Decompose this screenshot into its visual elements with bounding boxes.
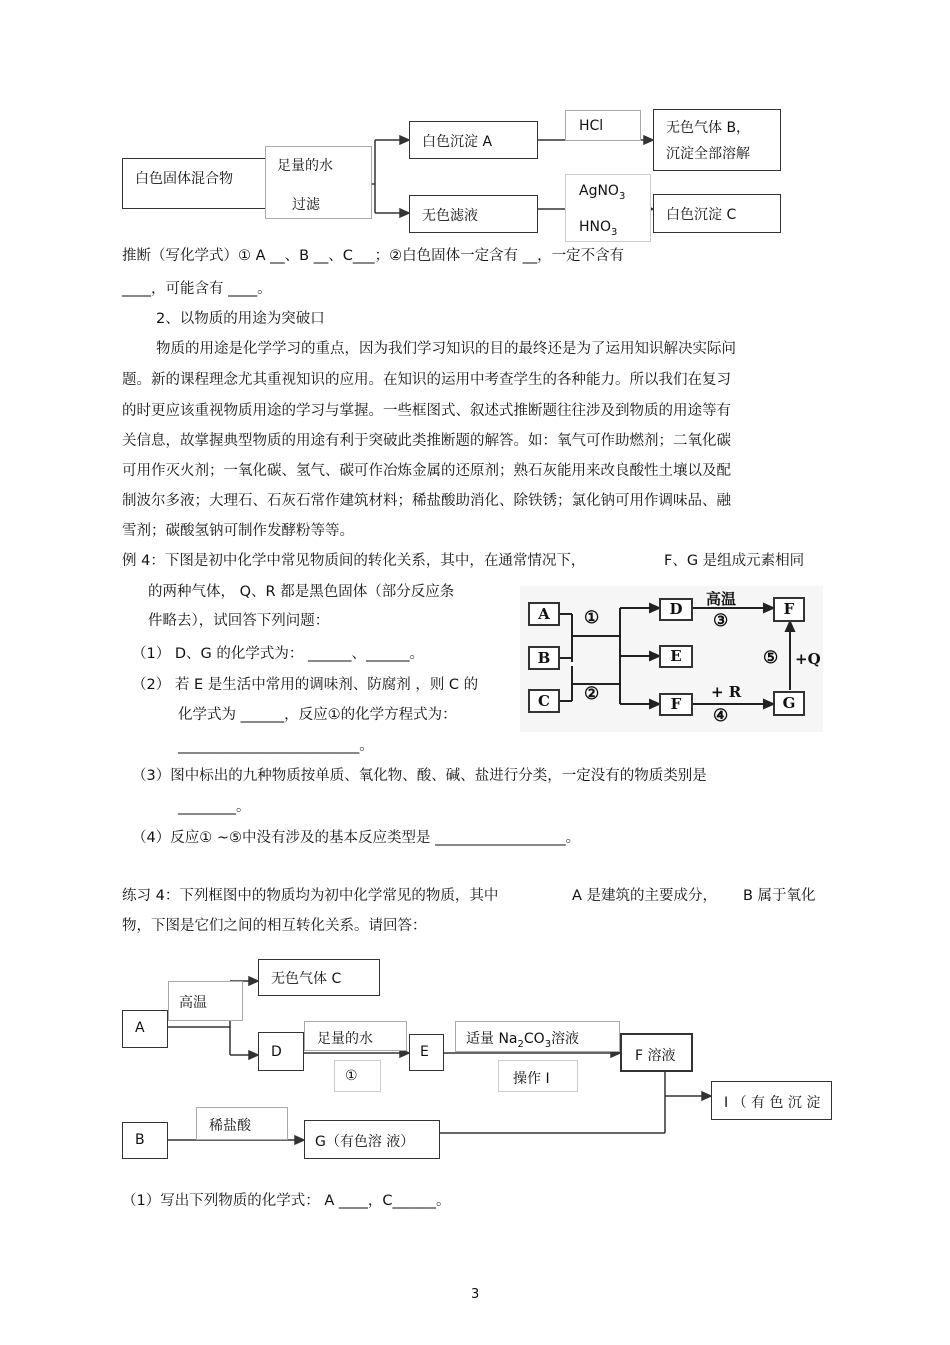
practice4-line1b: A 是建筑的主要成分， xyxy=(572,888,718,904)
example4-q3b: ________。 xyxy=(178,799,251,815)
practice4-line1a: 练习 4：下列框图中的物质均为初中化学常见的物质，其中 xyxy=(122,888,499,904)
section2-para-3: 的时更应该重视物质用途的学习与掌握。一些框图式、叙述式推断题往往涉及到物质的用途等有 xyxy=(122,403,731,419)
section2-heading: 2、以物质的用途为突破口 xyxy=(156,311,325,327)
example4-line1b: F、G 是组成元素相同 xyxy=(664,553,805,569)
p4-water-box xyxy=(304,1021,407,1051)
fig-reaction2: ② xyxy=(584,684,600,704)
hno3-label: $HNO_3$ xyxy=(579,219,618,238)
fig-high-temp: 高温 xyxy=(706,590,737,608)
p4-high-temp-box xyxy=(168,981,243,1021)
p4-f-label: F 溶液 xyxy=(635,1048,676,1064)
practice4-q1: （1）写出下列物质的化学式： A ____，C______。 xyxy=(122,1193,451,1209)
q1-line2: ____，可能含有 ____。 xyxy=(122,281,272,297)
section2-para-5: 可用作灭火剂；一氧化碳、氢气、碳可作冶炼金属的还原剂；熟石灰能用来改良酸性土壤以及配 xyxy=(122,463,731,479)
p4-acid-box xyxy=(196,1107,288,1140)
precipitate-a-label: 白色沉淀 A xyxy=(422,134,493,150)
example4-line1a: 例 4：下图是初中化学中常见物质间的转化关系，其中，在通常情况下， xyxy=(122,553,586,569)
p4-b-box xyxy=(122,1122,168,1159)
water-label: 足量的水 xyxy=(277,158,333,174)
fig-a-label: A xyxy=(538,605,550,623)
p4-gas-c-label: 无色气体 C xyxy=(271,971,342,987)
practice4-line1c: B 属于氧化 xyxy=(743,888,816,904)
p4-na2co3-box xyxy=(455,1021,620,1052)
example4-line3: 件略去），试回答下列问题： xyxy=(148,613,330,629)
p4-na2co3-label: 适量 $Na_2CO_3$溶液 xyxy=(466,1031,580,1050)
fig-f-lower-label: F xyxy=(670,695,682,713)
example4-q2a: （2） 若 E 是生活中常用的调味剂、防腐剂 ，则 C 的 xyxy=(132,677,479,693)
example4-line2: 的两种气体， Q、R 都是黑色固体（部分反应条 xyxy=(148,584,455,600)
filtrate-label: 无色滤液 xyxy=(422,208,478,224)
fig-b-label: B xyxy=(537,649,551,667)
p4-e-box xyxy=(409,1034,444,1071)
filter-label: 过滤 xyxy=(292,197,320,213)
fig-c-label: C xyxy=(538,692,550,710)
p4-e-label: E xyxy=(420,1044,429,1060)
example4-q1: （1） D、G 的化学式为： ______、______。 xyxy=(132,646,424,662)
section2-para-1: 物质的用途是化学学习的重点，因为我们学习知识的目的最终还是为了运用知识解决实际问 xyxy=(156,341,736,357)
fig-reaction5: ⑤ xyxy=(763,648,779,668)
section2-para-4: 关信息，故掌握典型物质的用途有利于突破此类推断题的解答。如：氧气可作助燃剂；二氧化碳 xyxy=(122,433,731,449)
example4-q4: （4）反应① ~⑤中没有涉及的基本反应类型是 __________________。 xyxy=(132,830,581,846)
fig-plus-r: + R xyxy=(711,683,742,701)
p4-high-temp-label: 高温 xyxy=(179,995,207,1011)
fig-plus-q: +Q xyxy=(795,650,821,668)
page-number: 3 xyxy=(471,1287,480,1302)
p4-b-label: B xyxy=(135,1132,145,1148)
p4-a-label: A xyxy=(135,1020,145,1036)
p4-acid-label: 稀盐酸 xyxy=(209,1118,251,1134)
fig-f-upper-label: F xyxy=(783,600,795,618)
p4-operation-box xyxy=(498,1060,578,1092)
example4-q2b: 化学式为 ______，反应①的化学方程式为： xyxy=(178,707,457,723)
p4-d-label: D xyxy=(271,1044,282,1060)
section2-para-7: 雪剂；碳酸氢钠可制作发酵粉等等。 xyxy=(122,523,354,539)
fig-reaction4: ④ xyxy=(713,706,729,726)
p4-reaction1-label: ① xyxy=(345,1068,358,1084)
mixture-label: 白色固体混合物 xyxy=(135,171,233,187)
precipitate-c-label: 白色沉淀 C xyxy=(666,207,737,223)
p4-gas-c-box xyxy=(258,959,380,996)
hcl-label: HCl xyxy=(579,118,604,134)
section2-para-2: 题。新的课程理念尤其重视知识的应用。在知识的运用中考查学生的各种能力。所以我们在复习 xyxy=(122,372,731,388)
fig-d-label: D xyxy=(669,600,683,618)
example4-q2c: _________________________。 xyxy=(178,738,374,754)
p4-reaction1-box xyxy=(334,1060,381,1092)
p4-g-box xyxy=(304,1120,440,1159)
fig-e-label: E xyxy=(670,647,682,665)
p4-i-label: I （ 有 色 沉 淀 xyxy=(724,1095,821,1111)
gas-b-line1: 无色气体 B， xyxy=(666,120,751,136)
gas-b-line2: 沉淀全部溶解 xyxy=(666,146,750,162)
fig-g-label: G xyxy=(782,694,796,712)
example4-q3a: （3）图中标出的九种物质按单质、氧化物、酸、碱、盐进行分类，一定没有的物质类别是 xyxy=(132,768,707,784)
q1-line1: 推断（写化学式）① A __、B __、C___；②白色固体一定含有 __，一定不含有 xyxy=(122,248,625,264)
p4-a-box xyxy=(122,1010,168,1048)
fig-reaction1: ① xyxy=(584,608,600,628)
section2-para-6: 制波尔多液；大理石、石灰石常作建筑材料；稀盐酸助消化、除铁锈；氯化钠可用作调味品、融 xyxy=(122,493,731,509)
p4-operation-label: 操作 I xyxy=(513,1071,550,1087)
p4-i-box xyxy=(711,1081,832,1120)
agno3-label: AgNO$_3$ xyxy=(579,183,626,202)
p4-g-label: G（有色溶 液） xyxy=(315,1134,415,1150)
p4-water-label: 足量的水 xyxy=(317,1031,373,1047)
practice4-line2: 物，下图是它们之间的相互转化关系。请回答： xyxy=(122,918,427,934)
p4-d-box xyxy=(258,1032,304,1071)
fig-reaction3: ③ xyxy=(713,611,729,631)
p4-f-box xyxy=(620,1033,693,1072)
